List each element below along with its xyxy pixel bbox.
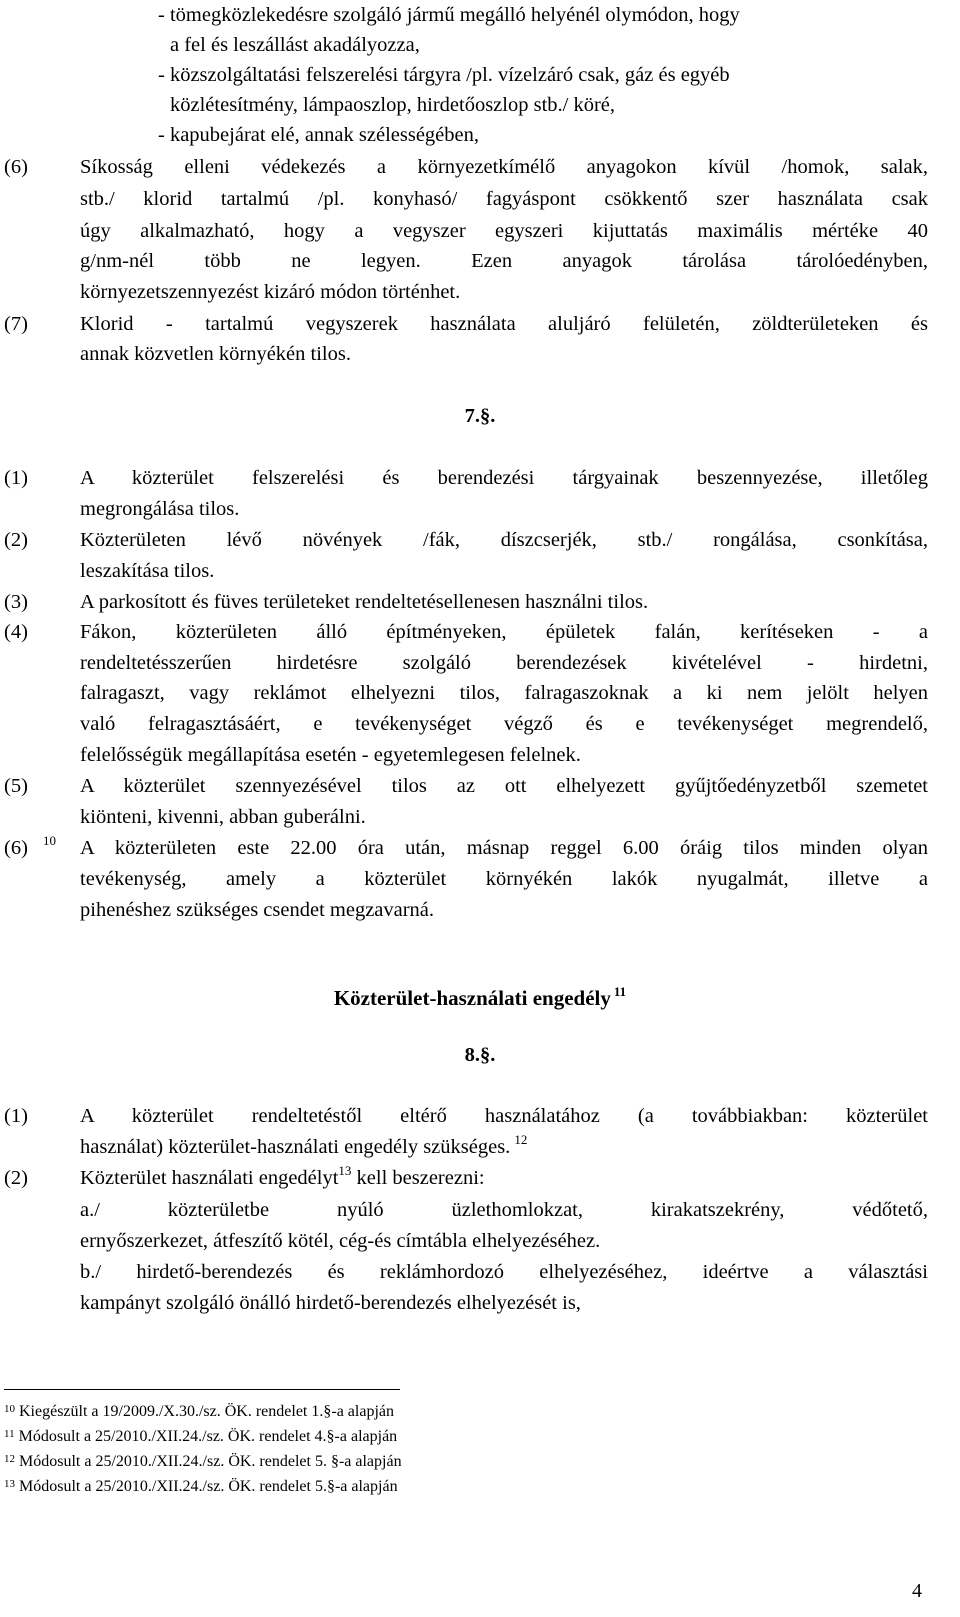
footnote-divider	[4, 1389, 400, 1390]
footnote-mark: 12	[4, 1453, 15, 1465]
text-line: megrongálása tilos.	[80, 498, 240, 520]
text-line	[80, 1163, 485, 1193]
text-line: a./ közterületbe nyúló üzlethomlokzat, kirakatszekrény, védőtető,	[80, 1199, 928, 1221]
footnote-ref: 10	[43, 833, 57, 848]
footnote-mark: 10	[4, 1403, 15, 1415]
text-line: pihenéshez szükséges csendet megzavarná.	[80, 899, 435, 921]
item-number: (3)	[4, 591, 28, 613]
text-line: A közterület rendeltetéstől eltérő használatához (a továbbiakban: közterület	[80, 1105, 928, 1127]
footnote	[4, 1424, 397, 1447]
text-line: A közterület szennyezésével tilos az ott elhelyezett gyűjtőedényzetből szemetet	[80, 775, 928, 797]
list-line: - tömegközlekedésre szolgáló jármű megálló helyénél olymódon, hogy	[158, 4, 740, 26]
text-line: Közterületen lévő növények /fák, díszcserjék, stb./ rongálása, csonkítása,	[80, 529, 928, 551]
footnote-mark: 13	[4, 1478, 15, 1490]
item-number: (4)	[4, 621, 28, 643]
text-line: kiönteni, kivenni, abban guberálni.	[80, 806, 366, 828]
text-line: A közterület felszerelési és berendezési tárgyainak beszennyezése, illetőleg	[80, 467, 928, 489]
footnote-text: Módosult a 25/2010./XII.24./sz. ÖK. rendelet 5. §-a alapján	[19, 1453, 402, 1470]
footnote-text: Kiegészült a 19/2009./X.30./sz. ÖK. rendelet 1.§-a alapján	[19, 1403, 394, 1420]
page-number: 4	[912, 1580, 922, 1602]
item-number: (1)	[4, 467, 28, 489]
text-line: leszakítása tilos.	[80, 560, 215, 582]
text-span: Közterület használati engedélyt	[80, 1167, 339, 1189]
paragraph-heading: 7.§.	[464, 405, 496, 427]
text-line: A közterületen este 22.00 óra után, másnap reggel 6.00 óráig tilos minden olyan	[80, 837, 928, 859]
footnote	[4, 1449, 402, 1472]
text-line: Klorid - tartalmú vegyszerek használata aluljáró felületén, zöldterületeken és	[80, 313, 928, 335]
text-line: környezetszennyezést kizáró módon történhet.	[80, 281, 461, 303]
item-number: (5)	[4, 775, 28, 797]
text-line: A parkosított és füves területeket rendeltetésellenesen használni tilos.	[80, 591, 649, 613]
section-number: (6)	[4, 156, 28, 178]
text-line: annak közvetlen környékén tilos.	[80, 343, 351, 365]
footnote	[4, 1399, 394, 1422]
item-number	[4, 833, 56, 863]
footnote-text: Módosult a 25/2010./XII.24./sz. ÖK. rendelet 5.§-a alapján	[19, 1478, 398, 1495]
item-number-text: (6)	[4, 837, 28, 859]
text-line	[80, 1132, 527, 1162]
text-line: úgy alkalmazható, hogy a vegyszer egyszeri kijuttatás maximális mértéke 40	[80, 220, 928, 242]
text-line: tevékenység, amely a közterület környékén lakók nyugalmát, illetve a	[80, 868, 928, 890]
text-line: g/nm-nél több ne legyen. Ezen anyagok tárolása tárolóedényben,	[80, 250, 928, 272]
text-line: falragaszt, vagy reklámot elhelyezni tilos, falragaszoknak a ki nem jelölt helyen	[80, 682, 928, 704]
item-number: (2)	[4, 1167, 28, 1189]
text-line: Síkosság elleni védekezés a környezetkímélő anyagokon kívül /homok, salak,	[80, 156, 928, 178]
text-span: használat) közterület-használati engedély szükséges.	[80, 1136, 511, 1158]
section-number: (7)	[4, 313, 28, 335]
text-line: b./ hirdető-berendezés és reklámhordozó elhelyezéséhez, ideértve a választási	[80, 1261, 928, 1283]
footnote-mark: 11	[4, 1428, 15, 1440]
footnote-ref: 12	[514, 1132, 528, 1147]
list-line: közlétesítmény, lámpaoszlop, hirdetőoszlop stb./ köré,	[170, 94, 616, 116]
text-line: felelősségük megállapítása esetén - egyetemlegesen felelnek.	[80, 744, 581, 766]
list-line: a fel és leszállást akadályozza,	[170, 34, 420, 56]
text-line: rendeltetésszerűen hirdetésre szolgáló berendezések kivételével - hirdetni,	[80, 652, 928, 674]
text-line: való felragasztásáért, e tevékenységet végző és e tevékenységet megrendelő,	[80, 713, 928, 735]
item-number: (2)	[4, 529, 28, 551]
footnote-text: Módosult a 25/2010./XII.24./sz. ÖK. rendelet 4.§-a alapján	[18, 1428, 398, 1445]
text-line: Fákon, közterületen álló építményeken, épületek falán, kerítéseken - a	[80, 621, 928, 643]
text-span: kell beszerezni:	[351, 1167, 485, 1189]
footnote-ref: 13	[338, 1163, 352, 1178]
text-line: stb./ klorid tartalmú /pl. konyhasó/ fagyáspont csökkentő szer használata csak	[80, 188, 928, 210]
text-line: kampányt szolgáló önálló hirdető-berendezés elhelyezését is,	[80, 1292, 581, 1314]
footnote-ref: 11	[613, 984, 627, 999]
section-title-text: Közterület-használati engedély	[333, 986, 611, 1010]
list-line: - kapubejárat elé, annak szélességében,	[158, 124, 480, 146]
paragraph-heading: 8.§.	[464, 1044, 496, 1066]
item-number: (1)	[4, 1105, 28, 1127]
footnote	[4, 1474, 398, 1497]
text-line: ernyőszerkezet, átfeszítő kötél, cég-és címtábla elhelyezéséhez.	[80, 1230, 601, 1252]
list-line: - közszolgáltatási felszerelési tárgyra /pl. vízelzáró csak, gáz és egyéb	[158, 64, 730, 86]
section-title	[0, 983, 960, 1013]
